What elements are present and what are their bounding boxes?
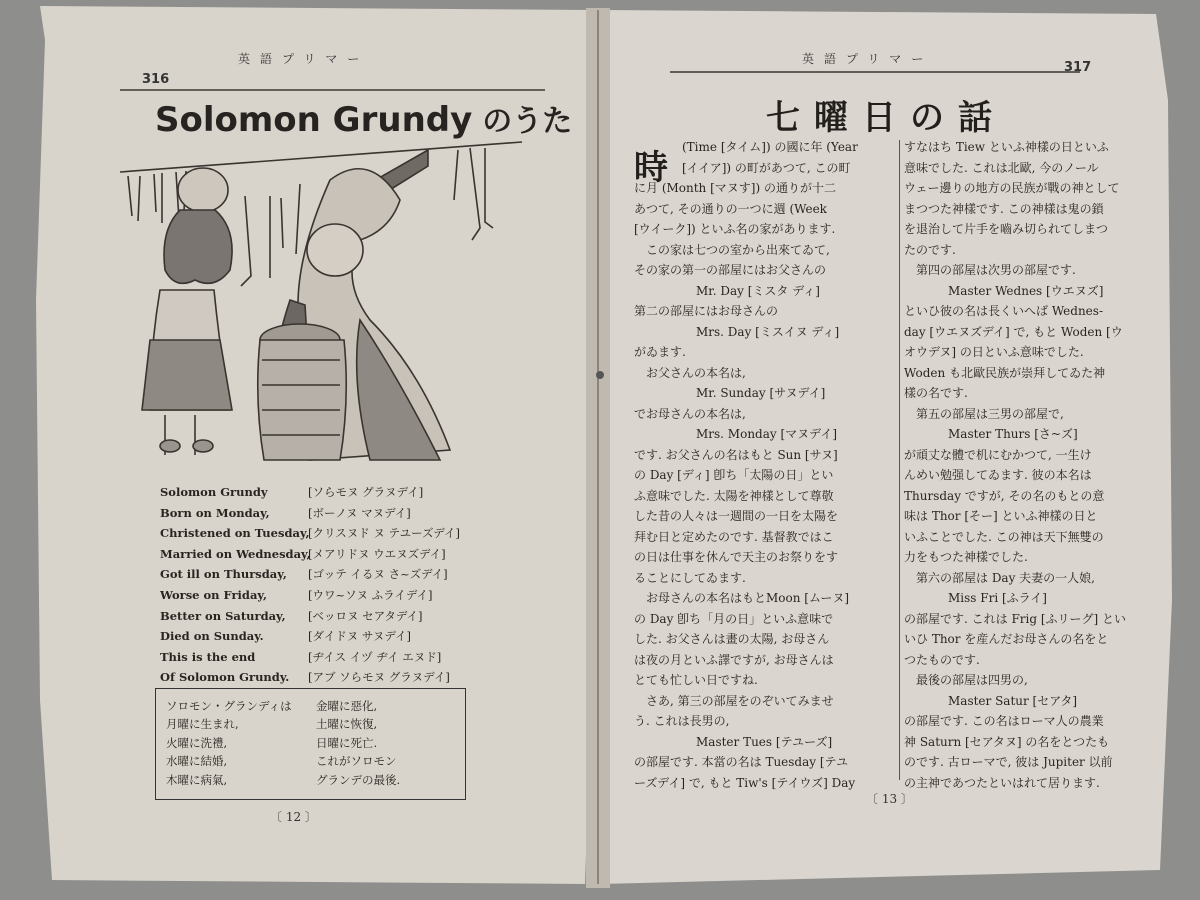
text-line: オウデヌ] の日といふ意味でした.	[904, 345, 1084, 359]
text-line: がゐます.	[634, 345, 686, 359]
song-line: Born on Monday,	[160, 505, 270, 520]
text-line: 第五の部屋は三男の部屋で,	[916, 406, 1064, 421]
translation-right	[316, 697, 400, 789]
text-line: でお母さんの本名は,	[634, 406, 746, 421]
text-line: さあ, 第三の部屋をのぞいてみませ	[646, 693, 834, 708]
translation-line: 日曜に死亡.	[316, 735, 378, 750]
reading-line: [クリスヌド ヌ テユーズデイ]	[308, 526, 460, 541]
song-english-list	[160, 482, 311, 688]
text-column-b	[904, 137, 1144, 793]
text-line: Master Satur [セアタ]	[948, 693, 1078, 708]
text-line: Mrs. Day [ミスイヌ ディ]	[696, 324, 840, 339]
text-line: 最後の部屋は四男の,	[916, 673, 1028, 687]
page-number: 317	[1064, 60, 1092, 75]
song-line: Married on Wednesday,	[160, 546, 311, 561]
right-page	[606, 0, 1174, 880]
text-line: んめい勉强してゐます. 彼の本名は	[904, 468, 1092, 482]
text-line: 第四の部屋は次男の部屋です.	[916, 263, 1076, 277]
text-line: すなはち Tiew といふ神樣の日といふ	[904, 140, 1109, 154]
text-line: ることにしてゐます.	[634, 570, 746, 585]
song-title-english: Solomon Grundy	[155, 100, 473, 140]
text-line: [イイア]) の町があつて, この町	[682, 160, 851, 175]
text-line: の日は仕事を休んで天主のお祭りをす	[634, 550, 839, 564]
text-line: の部屋です. 本當の名は Tuesday [テユ	[634, 755, 849, 769]
running-header: 英語プリマー	[238, 52, 370, 66]
reading-line: [ボーノヌ マヌデイ]	[308, 505, 411, 520]
text-line: Miss Fri [ふライ]	[948, 591, 1047, 605]
text-line: 拜む日と定めたのです. 基督教ではこ	[634, 529, 834, 544]
translation-line: ソロモン・グランディは	[166, 699, 292, 713]
reading-line: [ヂイス イヅ ヂイ エヌド]	[308, 649, 442, 664]
text-line: Master Thurs [さ~ズ]	[948, 427, 1078, 441]
song-line: Worse on Friday,	[160, 587, 268, 602]
text-line: つたものです.	[904, 652, 980, 667]
text-line: 第二の部屋にはお母さんの	[634, 304, 779, 318]
translation-line: 水曜に結婚,	[166, 754, 228, 769]
drop-cap: 時	[634, 148, 668, 188]
text-line: (Time [タイム]) の國に年 (Year	[682, 140, 858, 154]
song-line: Of Solomon Grundy.	[160, 670, 290, 685]
text-line: に月 (Month [マヌす]) の通りが十二	[634, 181, 836, 195]
text-line: ーズデイ] で, もと Tiw's [テイウズ] Day	[634, 775, 856, 790]
text-line: が頑丈な體で机にむかつて, 一生け	[904, 447, 1092, 462]
column-divider	[899, 140, 900, 780]
translation-line: これがソロモン	[316, 754, 397, 769]
text-line: の主神であつたといはれて居ります.	[904, 775, 1100, 790]
text-line: Thursday ですが, その名のもとの意	[904, 488, 1105, 503]
reading-line: [メアリドヌ ウエヌズデイ]	[308, 546, 446, 561]
text-line: まつつた神樣です. この神樣は鬼の鎖	[904, 201, 1104, 216]
translation-box	[155, 688, 466, 800]
song-line: Died on Sunday.	[160, 629, 264, 644]
left-page	[50, 0, 610, 880]
text-line: 味は Thor [そー] といふ神樣の日と	[904, 509, 1098, 523]
text-line: ウェー邊りの地方の民族が戰の神として	[904, 181, 1120, 195]
text-line: のです. 古ローマで, 彼は Jupiter 以前	[904, 755, 1113, 769]
text-line: この家は七つの室から出來てゐて,	[646, 242, 830, 257]
song-line: Solomon Grundy	[160, 485, 268, 499]
chapter-title: 七曜日の話	[766, 98, 1006, 138]
text-line: の部屋です. これは Frig [ふリーグ] とい	[904, 611, 1127, 626]
translation-line: 月曜に生まれ,	[166, 717, 239, 732]
text-line: の部屋です. この名はローマ人の農業	[904, 714, 1104, 728]
text-line: Mrs. Monday [マヌデイ]	[696, 427, 838, 441]
song-reading-list	[308, 482, 460, 688]
text-line: day [ウエヌズデイ] で, もと Woden [ウ	[904, 324, 1123, 339]
text-line: あつて, その通りの一つに週 (Week	[634, 201, 827, 216]
text-line: 力をもつた神樣でした.	[904, 550, 1028, 564]
text-line: ふ意味でした. 太陽を神樣として尊敬	[634, 488, 834, 503]
text-line: Master Wednes [ウエヌズ]	[948, 283, 1104, 298]
text-line: Master Tues [テユーズ]	[696, 734, 833, 749]
reading-line: [ゴッテ イるヌ さ~ズデイ]	[308, 567, 448, 582]
text-line: です. お父さんの名はもと Sun [サヌ]	[634, 447, 838, 462]
song-line: Christened on Tuesday,	[160, 526, 310, 541]
text-line: お母さんの本名はもとMoon [ムーヌ]	[646, 591, 850, 605]
reading-line: [ベッロヌ セアタデイ]	[308, 608, 423, 623]
text-line: とても忙しい日ですね.	[634, 673, 758, 687]
translation-line: グランデの最後.	[316, 772, 401, 787]
text-line: たのです.	[904, 242, 956, 257]
text-line: [ウイーク]) といふ名の家があります.	[634, 222, 836, 236]
text-line: の Day 卽ち「月の日」といふ意味で	[634, 611, 834, 626]
translation-line: 火曜に洗禮,	[166, 735, 228, 750]
text-line: 樣の名です.	[904, 386, 968, 400]
song-line: Got ill on Thursday,	[160, 567, 287, 582]
text-column-a	[634, 137, 902, 793]
song-title-japanese: のうた	[482, 104, 573, 139]
text-line: いひ Thor を産んだお母さんの名をと	[904, 632, 1109, 646]
text-line: その家の第一の部屋にはお父さんの	[634, 263, 827, 277]
text-line: お父さんの本名は,	[646, 365, 746, 380]
translation-line: 金曜に惡化,	[316, 699, 378, 713]
reading-line: [ウワ~ソヌ ふライデイ]	[308, 587, 433, 602]
reading-line: [ソらモヌ グラヌデイ]	[308, 485, 424, 499]
text-line: の Day [ディ] 卽ち「太陽の日」とい	[634, 468, 834, 482]
song-line: Better on Saturday,	[160, 608, 286, 623]
translation-left	[166, 697, 292, 789]
page-number: 316	[142, 72, 170, 87]
text-line: 神 Saturn [セアタヌ] の名をとつたも	[904, 734, 1110, 749]
text-line: した. お父さんは畫の太陽, お母さん	[634, 632, 830, 646]
text-line: う. これは長男の,	[634, 714, 730, 728]
text-line: いふことでした. この神は天下無雙の	[904, 529, 1104, 544]
text-line: 意味でした. これは北歐, 今のノール	[904, 160, 1099, 175]
text-line: した昔の人々は一週間の一日を太陽を	[634, 509, 839, 523]
folio: 〔 12 〕	[270, 810, 317, 824]
text-line: 第六の部屋は Day 夫妻の一人娘,	[916, 570, 1095, 585]
text-line: Woden も北歐民族が崇拜してゐた神	[904, 365, 1106, 380]
text-line: Mr. Day [ミスタ ディ]	[696, 283, 820, 298]
song-title	[155, 96, 572, 140]
reading-line: [アブ ソらモヌ グラヌデイ]	[308, 670, 450, 685]
text-line: Mr. Sunday [サヌデイ]	[696, 386, 826, 400]
folio: 〔 13 〕	[866, 792, 913, 806]
song-line: This is the end	[160, 649, 256, 664]
translation-line: 土曜に恢復,	[316, 717, 378, 732]
running-header: 英語プリマー	[802, 52, 934, 66]
text-line: は夜の月といふ譯ですが, お母さんは	[634, 652, 834, 667]
text-line: を退治して片手を嚙み切られてしまつ	[904, 222, 1109, 236]
reading-line: [ダイドヌ サヌデイ]	[308, 629, 412, 644]
text-line: といひ彼の名は長くいへば Wednes-	[904, 304, 1103, 318]
translation-line: 木曜に病氣,	[166, 772, 228, 787]
